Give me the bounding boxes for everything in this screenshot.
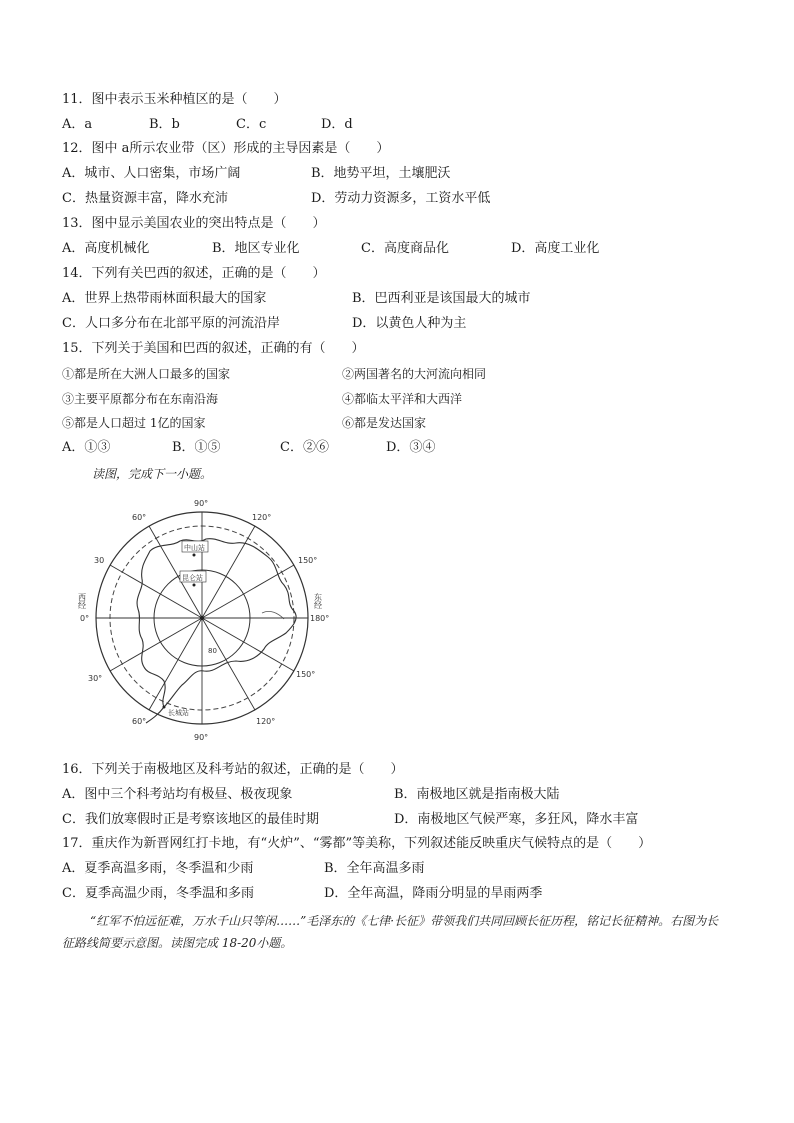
label-bottom: 90°	[194, 733, 209, 742]
q11-option-c: C．c	[236, 117, 267, 132]
q17-stem: 17．重庆作为新晋网红打卡地，有“火炉”、“雾都”等美称，下列叙述能反映重庆气候特点的是（ ）	[62, 836, 652, 851]
antarctica-map	[72, 493, 342, 743]
station-kunlun-dot	[193, 584, 196, 587]
q17-option-c: C．夏季高温少雨，冬季温和多雨	[62, 886, 254, 901]
label-r150: 150°	[298, 556, 318, 565]
q15-statement-6: ⑥都是发达国家	[342, 416, 427, 430]
q15-option-d: D．③④	[386, 440, 436, 455]
q11-option-d: D．d	[321, 117, 353, 132]
q13-option-c: C．高度商品化	[361, 241, 449, 256]
q13-option-a: A．高度机械化	[62, 241, 150, 256]
q14-option-a: A．世界上热带雨林面积最大的国家	[62, 291, 267, 306]
q15-statement-2: ②两国著名的大河流向相同	[342, 367, 487, 381]
label-l0: 0°	[80, 614, 90, 623]
q15-option-c: C．②⑥	[280, 440, 329, 455]
station-kunlun: 昆仑站	[182, 574, 203, 582]
q15-statement-4: ④都临太平洋和大西洋	[342, 392, 463, 406]
q17-option-b: B．全年高温多雨	[324, 861, 425, 876]
q17-option-d: D．全年高温，降雨分明显的旱雨两季	[324, 886, 543, 901]
q12-option-a: A．城市、人口密集，市场广阔	[62, 166, 241, 181]
label-lat80: 80	[208, 647, 217, 655]
q15-option-a: A．①③	[62, 440, 111, 455]
label-east: 东经	[313, 593, 323, 609]
label-tl: 60°	[132, 513, 147, 522]
q15-statement-1: ①都是所在大洲人口最多的国家	[62, 367, 231, 381]
q15-stem: 15．下列关于美国和巴西的叙述，正确的有（ ）	[62, 341, 365, 356]
q12-option-d: D．劳动力资源多，工资水平低	[311, 191, 491, 206]
q12-option-c: C．热量资源丰富，降水充沛	[62, 191, 228, 206]
q13-option-d: D．高度工业化	[511, 241, 600, 256]
q11-option-a: A．a	[62, 117, 93, 132]
label-west: 西经	[77, 593, 87, 609]
q11-option-b: B．b	[149, 117, 180, 132]
q14-option-c: C．人口多分布在北部平原的河流沿岸	[62, 316, 280, 331]
q11-stem: 11．图中表示玉米种植区的是（ ）	[62, 92, 287, 107]
q16-option-d: D．南极地区气候严寒，多狂风，降水丰富	[394, 812, 639, 827]
label-r180: 180°	[310, 614, 330, 623]
q13-stem: 13．图中显示美国农业的突出特点是（ ）	[62, 216, 326, 231]
antarctica-landmass	[137, 539, 296, 707]
map-intro: 读图，完成下一小题。	[92, 467, 213, 481]
label-l30: 30	[94, 556, 105, 565]
south-pole-point	[200, 616, 204, 620]
intro-18-20: “红军不怕远征难，万水千山只等闲……”毛泽东的《七律·长征》带领我们共同回顾长征历程，铭记长征精神。右图为长征路线简要示意图。读图完成 18-20小题。	[62, 914, 719, 950]
q15-statement-5: ⑤都是人口超过 1亿的国家	[62, 416, 206, 430]
q16-option-c: C．我们放寒假时正是考察该地区的最佳时期	[62, 812, 319, 827]
q16-stem: 16．下列关于南极地区及科考站的叙述，正确的是（ ）	[62, 762, 404, 777]
station-changcheng: 长城站	[168, 709, 189, 717]
label-bl: 60°	[132, 717, 147, 726]
q12-option-b: B．地势平坦，土壤肥沃	[311, 166, 451, 181]
q17-option-a: A．夏季高温多雨，冬季温和少雨	[62, 861, 254, 876]
station-zhongshan-dot	[193, 554, 196, 557]
q15-option-b: B．①⑤	[172, 440, 221, 455]
label-r150b: 150°	[296, 670, 316, 679]
q14-option-d: D．以黄色人种为主	[352, 316, 467, 331]
q16-option-a: A．图中三个科考站均有极昼、极夜现象	[62, 787, 293, 802]
label-br: 120°	[256, 717, 276, 726]
q13-option-b: B．地区专业化	[212, 241, 300, 256]
label-tr: 120°	[252, 513, 272, 522]
q16-option-b: B．南极地区就是指南极大陆	[394, 787, 560, 802]
q14-stem: 14．下列有关巴西的叙述，正确的是（ ）	[62, 266, 326, 281]
q15-statement-3: ③主要平原都分布在东南沿海	[62, 392, 219, 406]
station-zhongshan: 中山站	[184, 544, 205, 552]
q14-option-b: B．巴西利亚是该国最大的城市	[352, 291, 531, 306]
label-top: 90°	[194, 499, 209, 508]
station-changcheng-dot	[163, 706, 166, 709]
q12-stem: 12．图中 a所示农业带（区）形成的主导因素是（ ）	[62, 141, 390, 156]
label-l30b: 30°	[88, 674, 103, 683]
